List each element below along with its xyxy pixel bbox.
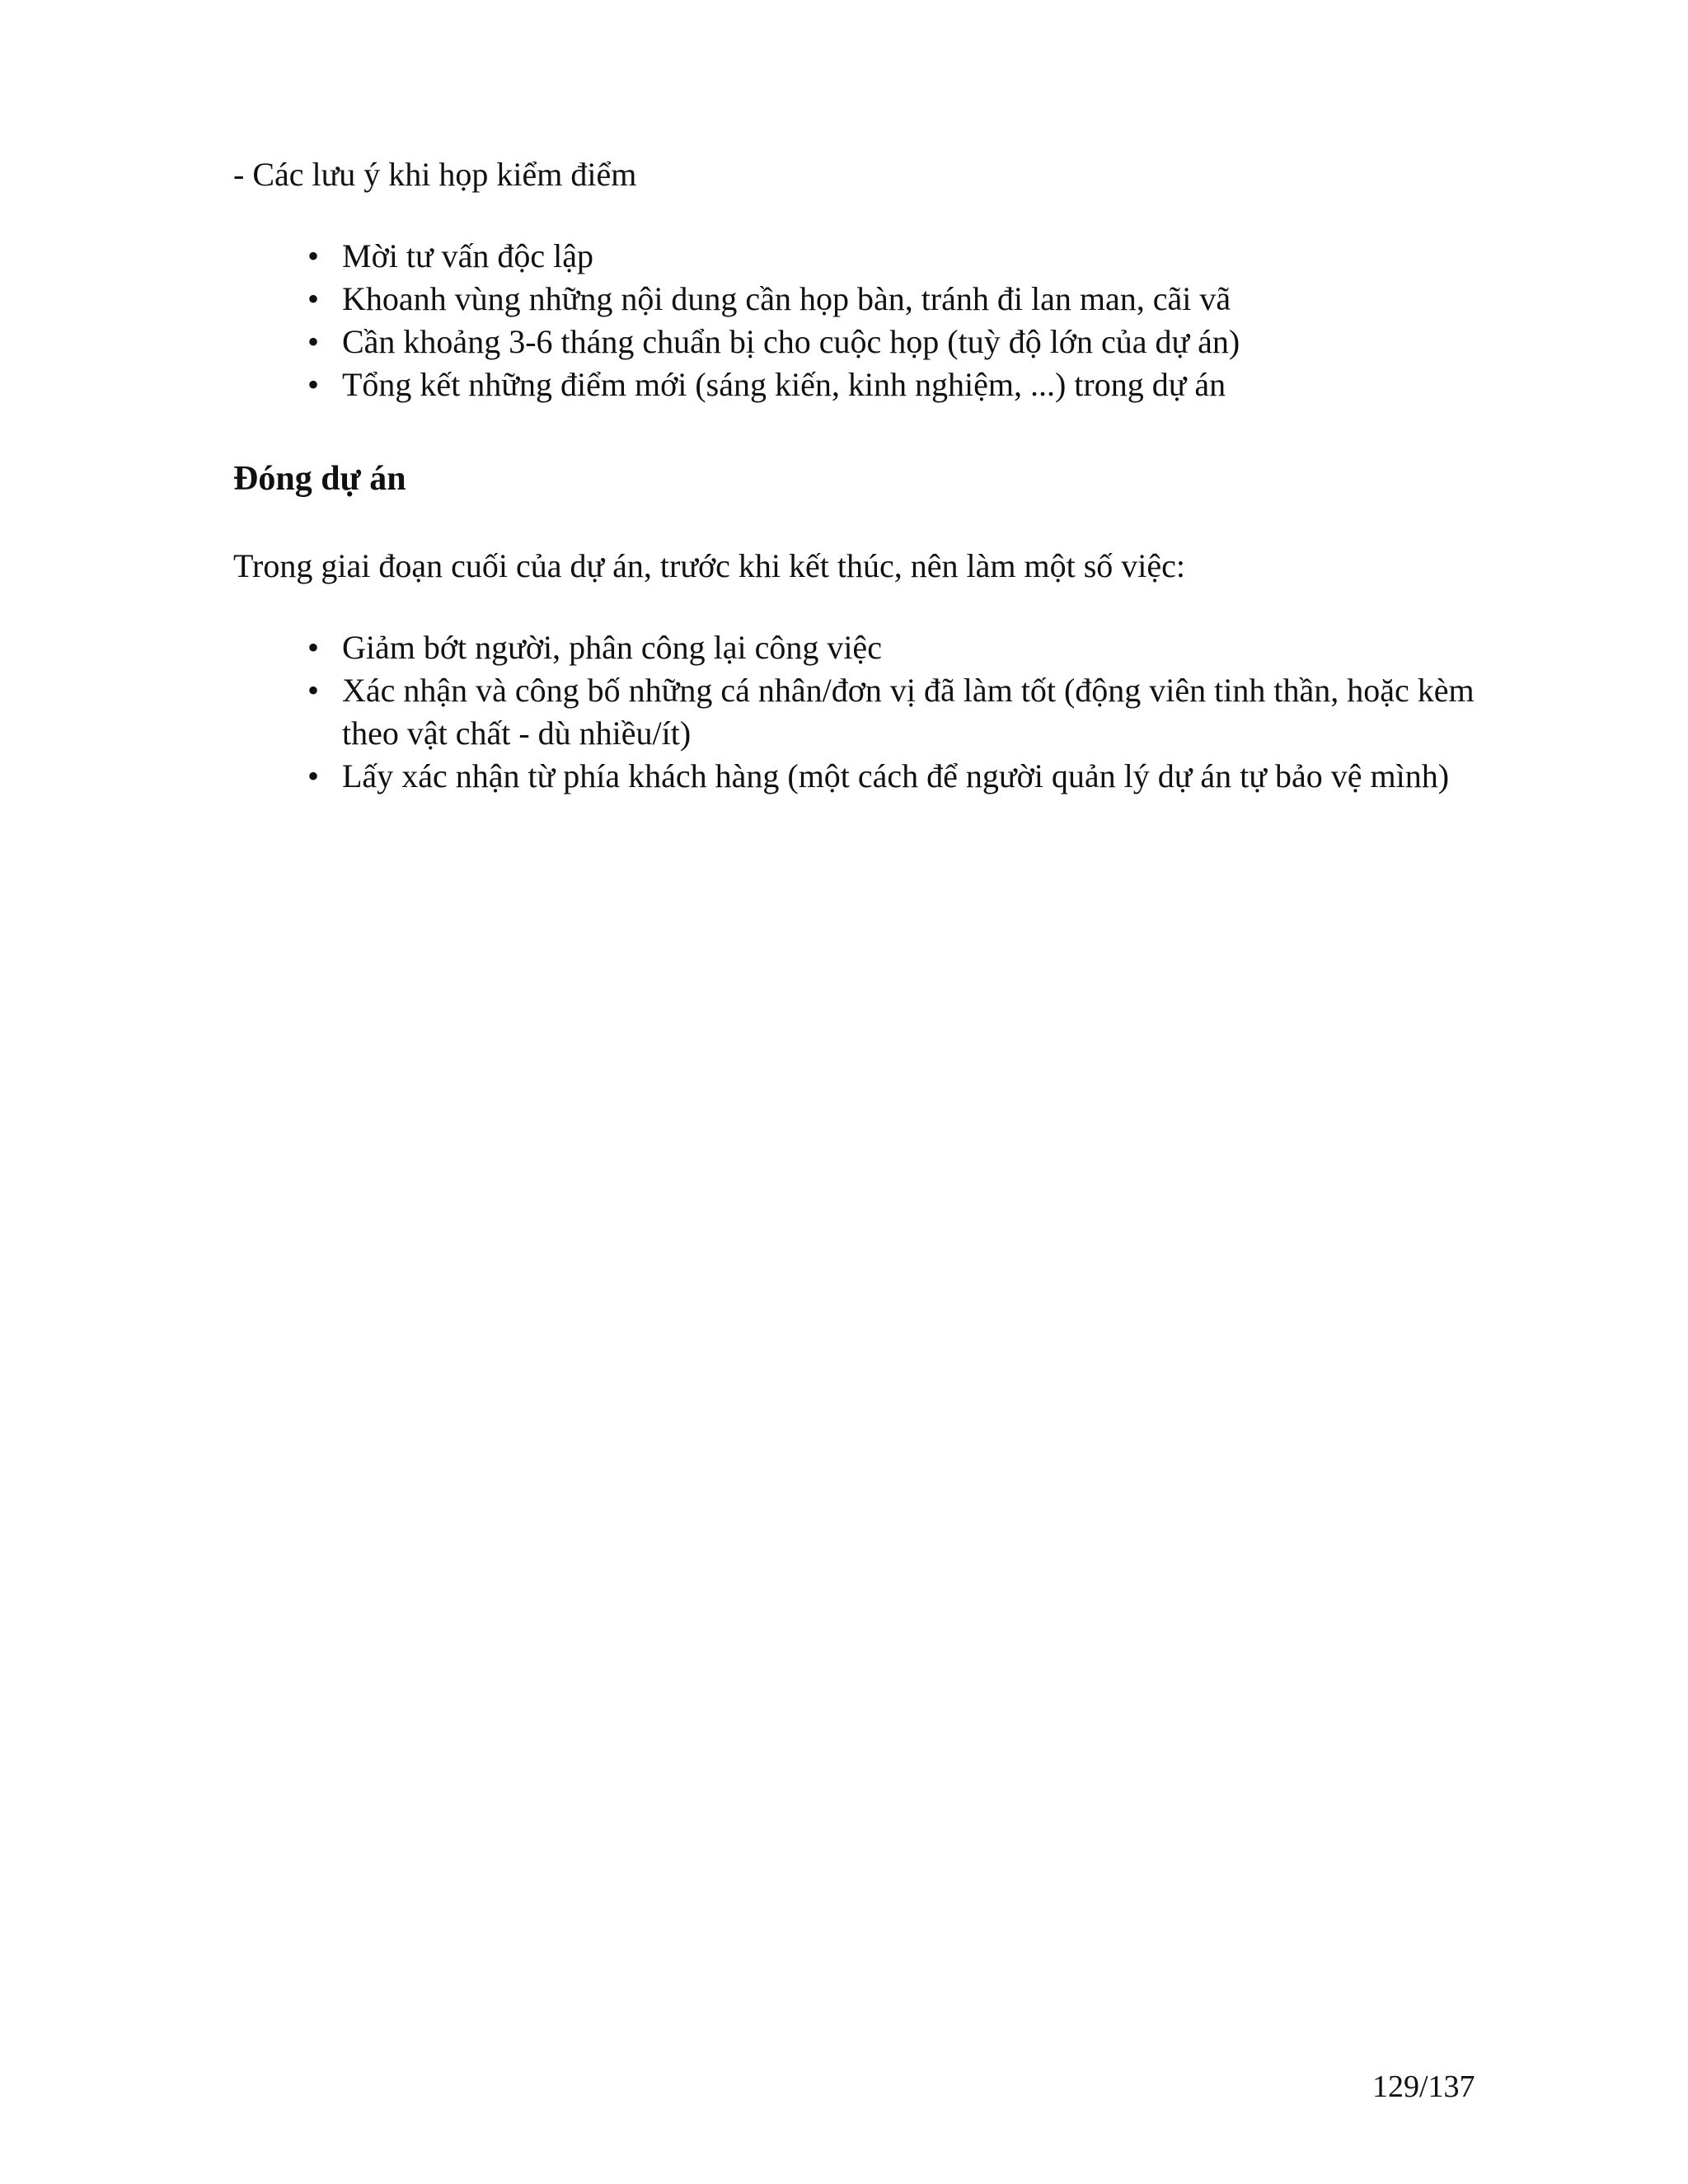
document-page	[233, 153, 1486, 798]
bullet-icon: •	[307, 237, 320, 274]
closing-tasks-list	[233, 626, 1486, 798]
page-number: 129/137	[1372, 2069, 1475, 2104]
list-item	[233, 321, 1486, 363]
meeting-notes-list	[233, 235, 1486, 406]
section-heading: Đóng dự án	[233, 460, 406, 498]
list-item-text: Lấy xác nhận từ phía khách hàng (một cách để người quản lý dự án tự bảo vệ mình)	[342, 757, 1450, 794]
list-item	[233, 626, 1486, 669]
list-item-text: Tổng kết những điểm mới (sáng kiến, kinh nghiệm, ...) trong dự án	[342, 366, 1226, 403]
list-item-text: Xác nhận và công bố những cá nhân/đơn vị đã làm tốt (động viên tinh thần, hoặc kèm theo vật chất - dù nhiều/ít)	[342, 672, 1475, 752]
bullet-icon: •	[307, 323, 320, 360]
list-item	[233, 669, 1486, 755]
bullet-icon: •	[307, 280, 320, 317]
list-item	[233, 278, 1486, 321]
bullet-icon: •	[307, 366, 320, 403]
meeting-notes-intro: - Các lưu ý khi họp kiểm điểm	[233, 156, 637, 193]
section-paragraph: Trong giai đoạn cuối của dự án, trước khi kết thúc, nên làm một số việc:	[233, 547, 1186, 584]
bullet-icon: •	[307, 757, 320, 794]
list-item	[233, 363, 1486, 406]
list-item-text: Cần khoảng 3-6 tháng chuẩn bị cho cuộc họp (tuỳ độ lớn của dự án)	[342, 323, 1240, 360]
list-item	[233, 235, 1486, 278]
bullet-icon: •	[307, 629, 320, 666]
list-item	[233, 755, 1486, 798]
list-item-text: Khoanh vùng những nội dung cần họp bàn, tránh đi lan man, cãi vã	[342, 280, 1231, 317]
list-item-text: Giảm bớt người, phân công lại công việc	[342, 629, 882, 666]
list-item-text: Mời tư vấn độc lập	[342, 237, 593, 274]
bullet-icon: •	[307, 672, 320, 709]
